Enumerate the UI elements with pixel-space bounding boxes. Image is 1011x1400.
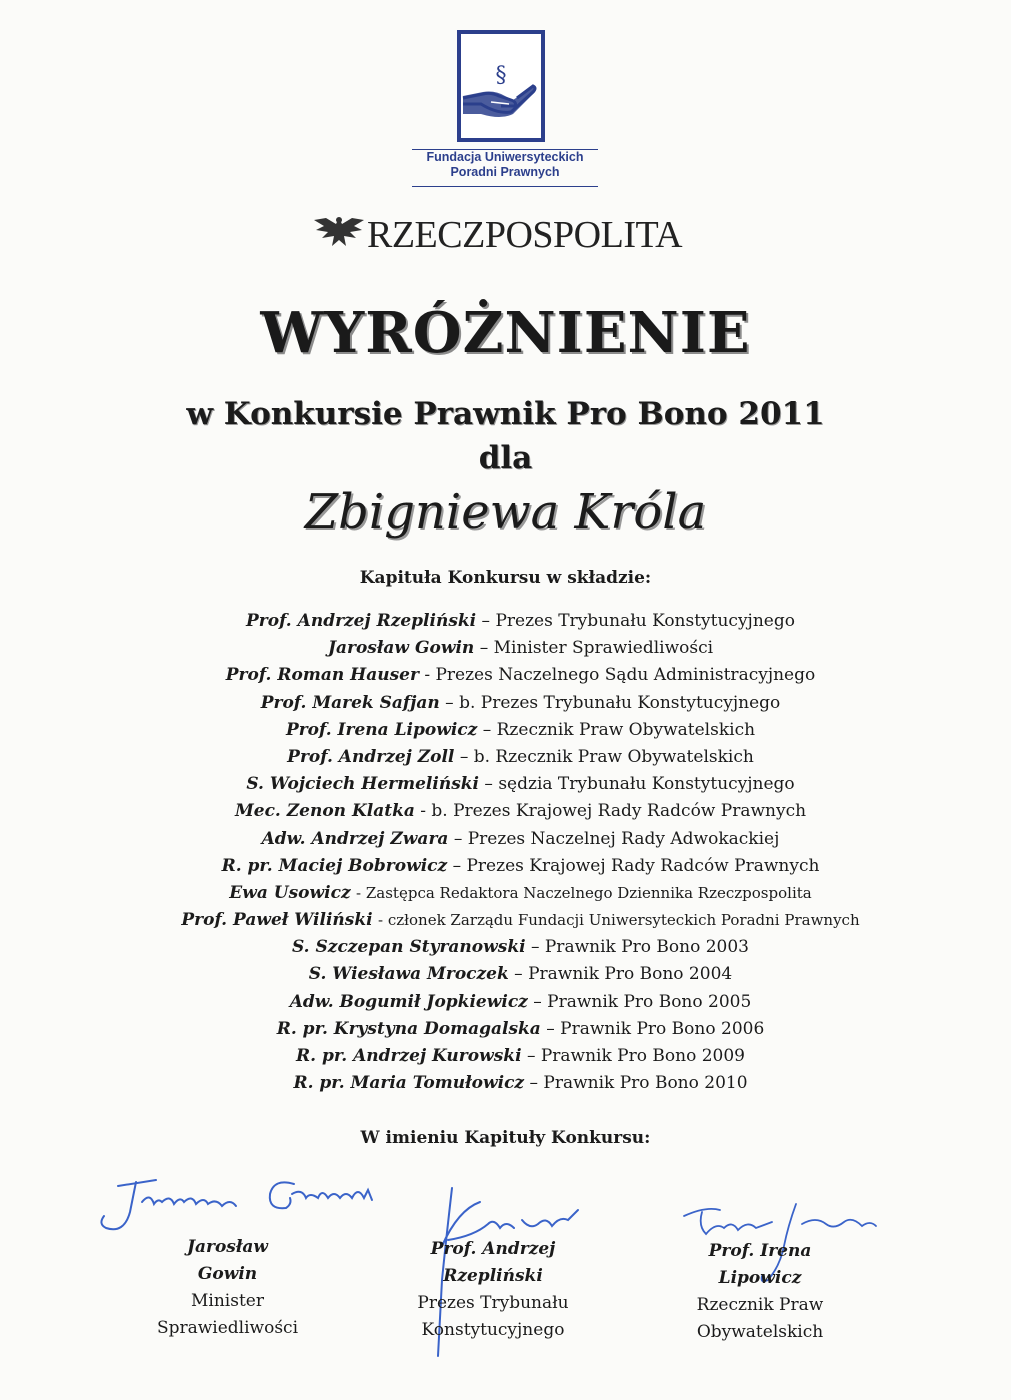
list-item <box>60 934 981 961</box>
jury-members-list <box>60 608 981 1097</box>
signatures-heading: W imieniu Kapituły Konkursu: <box>360 1128 651 1148</box>
signatory-gowin <box>120 1234 335 1342</box>
signatory-role: Sprawiedliwości <box>156 1318 299 1338</box>
member-role: - Prezes Naczelnego Sądu Administracyjnego <box>424 665 816 686</box>
member-name: Adw. Bogumił Jopkiewicz <box>289 991 528 1012</box>
foundation-name-line1: Fundacja Uniwersyteckich <box>426 150 584 164</box>
member-role: – sędzia Trybunału Konstytucyjnego <box>484 774 795 795</box>
member-role: – Prezes Krajowej Rady Radców Prawnych <box>452 855 820 876</box>
member-role: – b. Prezes Trybunału Konstytucyjnego <box>445 692 781 713</box>
certificate-for: dla <box>478 440 533 476</box>
member-role: – Prawnik Pro Bono 2009 <box>526 1046 745 1066</box>
list-item <box>60 853 981 880</box>
signatory-lipowicz <box>650 1238 870 1346</box>
signatory-name: Lipowicz <box>718 1268 802 1288</box>
member-role: – Prawnik Pro Bono 2006 <box>546 1018 765 1039</box>
member-name: Prof. Andrzej Rzepliński <box>246 611 477 631</box>
list-item <box>60 744 981 771</box>
list-item <box>60 907 981 934</box>
member-role: - Zastępca Redaktora Naczelnego Dziennika Rzeczpospolita <box>356 883 812 902</box>
foundation-name <box>412 150 598 180</box>
foundation-name-line2: Poradni Prawnych <box>450 165 560 179</box>
list-item <box>60 1043 981 1070</box>
member-role: – b. Rzecznik Praw Obywatelskich <box>459 746 754 767</box>
member-name: Ewa Usowicz <box>229 882 351 903</box>
signatory-role: Obywatelskich <box>696 1322 824 1342</box>
list-item <box>60 798 981 825</box>
member-name: Prof. Paweł Wiliński <box>181 910 373 931</box>
member-role: – Rzecznik Praw Obywatelskich <box>482 719 756 740</box>
list-item <box>60 989 981 1016</box>
member-name: R. pr. Andrzej Kurowski <box>296 1046 522 1066</box>
jury-heading: Kapituła Konkursu w składzie: <box>359 568 652 588</box>
svg-text:§: § <box>495 63 507 88</box>
list-item <box>60 826 981 853</box>
member-name: Jarosław Gowin <box>327 638 475 659</box>
member-name: Mec. Zenon Klatka <box>234 801 415 822</box>
newspaper-masthead <box>312 208 692 258</box>
newspaper-name: RZECZPOSPOLITA <box>367 214 683 256</box>
member-role: – Prawnik Pro Bono 2003 <box>530 937 749 958</box>
member-name: Prof. Roman Hauser <box>225 665 419 686</box>
logo-rule-bottom <box>412 186 598 187</box>
signatory-role: Prezes Trybunału <box>417 1293 569 1313</box>
member-name: R. pr. Maria Tomułowicz <box>293 1073 525 1094</box>
member-name: Adw. Andrzej Zwara <box>261 828 449 849</box>
member-role: – Prawnik Pro Bono 2005 <box>533 991 752 1012</box>
signatory-name: Prof. Andrzej <box>430 1239 556 1259</box>
signatory-name: Rzepliński <box>443 1266 543 1286</box>
list-item <box>60 961 981 988</box>
list-item <box>60 717 981 744</box>
signatory-name: Gowin <box>197 1264 258 1284</box>
member-name: S. Szczepan Styranowski <box>292 937 526 958</box>
signatory-name: Prof. Irena <box>708 1241 812 1261</box>
signatory-rzeplinski <box>388 1236 598 1344</box>
member-role: - b. Prezes Krajowej Rady Radców Prawnych <box>420 801 807 822</box>
recipient-name: Zbigniewa Króla <box>304 484 707 540</box>
list-item <box>60 1070 981 1097</box>
member-name: S. Wiesława Mroczek <box>308 964 509 985</box>
member-role: – Prezes Trybunału Konstytucyjnego <box>481 611 795 631</box>
list-item <box>60 635 981 662</box>
list-item <box>60 662 981 689</box>
member-name: R. pr. Maciej Bobrowicz <box>221 855 448 876</box>
certificate-subtitle: w Konkursie Prawnik Pro Bono 2011 <box>186 396 825 432</box>
member-role: – Minister Sprawiedliwości <box>479 638 714 659</box>
member-name: Prof. Marek Safjan <box>260 692 440 713</box>
member-name: R. pr. Krystyna Domagalska <box>276 1018 541 1039</box>
signatory-role: Minister <box>191 1291 264 1311</box>
foundation-logo <box>457 30 545 142</box>
member-name: S. Wojciech Hermeliński <box>246 774 480 795</box>
signatory-name: Jarosław <box>186 1237 269 1257</box>
signatory-role: Konstytucyjnego <box>421 1320 565 1340</box>
member-name: Prof. Andrzej Zoll <box>287 746 455 767</box>
list-item <box>60 771 981 798</box>
list-item <box>60 608 981 635</box>
signatory-role: Rzecznik Praw <box>696 1295 824 1315</box>
eagle-icon <box>312 212 366 252</box>
hand-with-paragraph-icon <box>461 34 541 138</box>
list-item <box>60 1016 981 1043</box>
member-role: – Prezes Naczelnej Rady Adwokackiej <box>453 828 780 849</box>
member-role: – Prawnik Pro Bono 2004 <box>514 964 733 985</box>
member-role: - członek Zarządu Fundacji Uniwersyteckich Poradni Prawnych <box>378 911 860 930</box>
list-item <box>60 690 981 717</box>
list-item <box>60 880 981 907</box>
member-name: Prof. Irena Lipowicz <box>285 719 478 740</box>
certificate-title: WYRÓŻNIENIE <box>260 300 751 366</box>
member-role: – Prawnik Pro Bono 2010 <box>529 1073 748 1094</box>
